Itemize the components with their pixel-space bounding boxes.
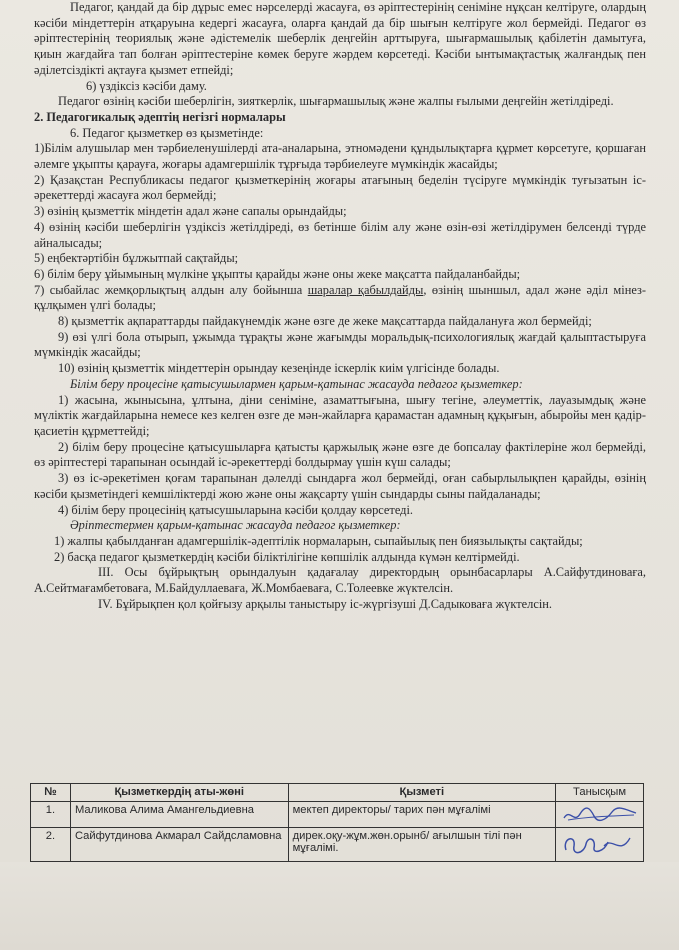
table-row [31,802,644,828]
col-header-position: Қызметі [288,784,555,802]
paragraph: 5) еңбектәртібін бұлжытпай сақтайды; [34,251,239,266]
row-name: Маликова Алима Амангельдиевна [70,802,288,828]
section-heading: 2. Педагогикалық әдептің негізгі нормалары [34,109,286,124]
paragraph: 2) басқа педагог қызметкердің кәсіби біліктілігіне көпшілік алдында күмән келтірмейді. [54,549,520,564]
paragraph: 1) жалпы қабылданған адамгершілік-әдептілік нормаларын, сыпайылық пен биязылықты сақтайды; [54,533,583,548]
paragraph: 2) Қазақстан Республикасы педагог қызметкерінің жоғары атағының беделін түсіруге мүмкіндік туғызатын іс-әрекеттерді жасауға жол бермейді; [34,172,646,203]
paragraph: ІV. Бұйрықпен қол қойғызу арқылы таныстыру іс-жүргізуші Д.Садыковаға жүктелсін. [98,596,552,611]
table-header-row [31,784,644,802]
paragraph: Педагог өзінің кәсіби шеберлігін, зияткерлік, шығармашылық және жалпы ғылыми деңгейін жетілдіреді. [58,94,614,109]
paragraph: 9) өзі үлгі бола отырып, ұжымда тұрақты және жағымды моральдық-психологиялық жағдай қалыптастыруға мүмкіндік жасайды; [34,329,646,360]
paragraph: 10) өзінің қызметтік міндеттерін орындау кезеңінде іскерлік киім үлгісінде болады. [58,361,500,376]
row-name: Сайфутдинова Акмарал Сайдсламовна [70,828,288,862]
row-number: 1. [31,802,71,828]
signature-cell [556,828,644,862]
col-header-number: № [31,784,71,802]
row-position: дирек.оқу-жұм.жөн.орынб/ ағылшын тілі пән мұғалімі. [288,828,555,862]
document-body [34,0,646,612]
paragraph: ІІІ. Осы бұйрықтың орындалуын қадағалау директордың орынбасарлары А.Сайфутдиноваға, А.Сейтмағамбетоваға, М.Байдуллаеваға, Ж.Момбаеваға, С.Толеевке жүктелсін. [34,565,646,596]
underlined-text: шаралар қабылдайды [307,282,424,297]
paragraph: 7) сыбайлас жемқорлықтың алдын алу бойынша шаралар қабылдайды, өзінің шыншыл, адал және әділ мінез-құлқымен үлгі болады; [34,282,647,313]
acquaintance-table [30,783,644,862]
signature-icon [560,804,640,826]
paragraph: 2) білім беру процесіне қатысушыларға қатысты қаржылық және өзге де бопсалау фактілеріне жол бермейді, өз әріптестері тарапынан осындай іс-әрекеттерді болдырмау үшін күш салады; [34,439,646,470]
paragraph: 1) жасына, жынысына, ұлтына, діни сеніміне, азаматтығына, шығу тегіне, әлеуметтік, лауазымдық және мүліктік жағдайларына немесе кез келген өзге де мән-жайларға қарамастан адамның құқығын, абыройы мен қадір-қасиетін құрметтейді; [34,392,646,438]
row-position: мектеп директоры/ тарих пән мұғалімі [288,802,555,828]
paragraph: 3) өз іс-әрекетімен қоғам тарапынан дәлелді сындарға жол бермейді, оған сабырлылықпен қарайды, өзінің кәсіби қызметіндегі кемшіліктерді жою және оны жақсарту үшін сындарды сыны пайдаланады; [34,471,646,501]
col-header-name: Қызметкердің аты-жөні [70,784,288,802]
paragraph: Педагог, қандай да бір дұрыс емес нәрселерді жасауға, өз әріптестерінің сеніміне нұқсан келтіруге, олардың кәсіби міндеттерін атқаруына кедергі жасауға, оларға қандай да бір шығын келтіруге жол бермейді. Педагог өз әріптестерінің теориялық және әдістемелік шеберлік деңгейін арттыруға, шығармашылық қабілетін дамытуға, қиын жағдайға тап болған әріптестеріне көмек беруге жәрдем көрсетеді. Кәсіби ынтымақтастық жалғандық пен әділетсіздікті ақтауға қызмет етпейді; [34,0,646,77]
paragraph: 6) білім беру ұйымының мүлкіне ұқыпты қарайды және оны жеке мақсатта пайдаланбайды; [34,266,521,281]
signature-icon [560,830,640,860]
table-row [31,828,644,862]
paragraph: 8) қызметтік ақпараттарды пайдакүнемдік және өзге де жеке мақсаттарда пайдалануға жол бермейді; [58,314,592,329]
paragraph: 6. Педагог қызметкер өз қызметінде: [70,125,264,140]
signature-cell [556,802,644,828]
paragraph: 3) өзінің қызметтік міндетін адал және сапалы орындайды; [34,204,347,219]
paragraph: Әріптестермен қарым-қатынас жасауда педагог қызметкер: [70,518,401,533]
page-bottom-margin [0,862,679,950]
paragraph: Білім беру процесіне қатысушылармен қарым-қатынас жасауда педагог қызметкер: [70,376,523,391]
col-header-acquainted: Танысқым [556,784,644,802]
paragraph: 4) өзінің кәсіби шеберлігін үздіксіз жетілдіреді, өз бетінше білім алу және өзін-өзі жетілдірумен белсенді түрде айналысады; [34,219,646,250]
paragraph: 6) үздіксіз кәсіби даму. [86,78,207,93]
paragraph: 4) білім беру процесінің қатысушыларына кәсіби қолдау көрсетеді. [58,502,414,517]
row-number: 2. [31,828,71,862]
paragraph: 1)Білім алушылар мен тәрбиеленушілерді ата-аналарына, этномәдени құндылықтарға құрмет көрсетуге, қоршаған әлемге ұқыпты қарауға, жоғары адамгершілік тұрғыда тәрбиелеуге мүмкіндік жасайды; [34,141,646,172]
